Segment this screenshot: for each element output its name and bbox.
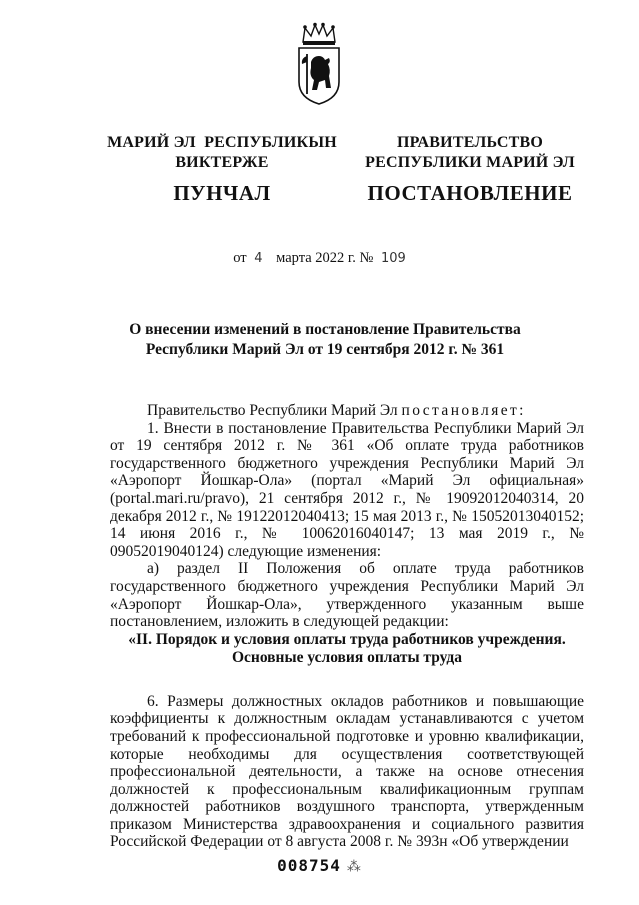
- document-title: [110, 320, 540, 360]
- document-number: 109: [380, 251, 406, 266]
- header-left-line2: ВИКТЕРЖЕ: [175, 154, 269, 171]
- header-right-line1: ПРАВИТЕЛЬСТВО: [396, 134, 544, 151]
- date-month-year: марта 2022 г. №: [276, 250, 374, 266]
- footer-serial-number: [0, 856, 639, 875]
- header-right-line2: РЕСПУБЛИКИ МАРИЙ ЭЛ: [365, 154, 575, 171]
- coat-of-arms-emblem: [295, 22, 343, 106]
- title-line1: О внесении изменений в постановление Правительства: [129, 321, 521, 338]
- header-left-doc-type: ПУНЧАЛ: [173, 181, 271, 205]
- document-body: [110, 402, 584, 851]
- paragraph-item-1: 1. Внести в постановление Правительства Республики Марий Эл от 19 сентября 2012 г. № 361 «Об оплате труда работников государственного бюджетного учреждения Республики Марий Эл «Аэропорт Йошкар-Ола» (портал «Марий Эл официальная» (portal.mari.ru/pravo), 21 сентября 2012 г., № 19092012040314, 20 декабря 2012 г., № 19122012040413; 15 мая 2013 г., № 15052013040152; 14 июня 2016 г., № 10062016040147; 13 мая 2019 г., № 09052019040124) следующие изменения:: [110, 419, 584, 560]
- paragraph-resolves-spaced: постановляет:: [401, 402, 526, 419]
- date-day: 4: [254, 251, 263, 266]
- paragraph-resolves: [110, 402, 584, 420]
- title-line2: Республики Марий Эл от 19 сентября 2012 г. № 361: [145, 341, 505, 358]
- section-heading-line1: «II. Порядок и условия оплаты труда работников учреждения.: [128, 630, 566, 648]
- serial-number: 008754: [277, 856, 341, 875]
- header-right-russian: [354, 133, 586, 207]
- date-prefix: от: [233, 250, 247, 266]
- section-gap: [110, 667, 584, 693]
- header-right-doc-type: ПОСТАНОВЛЕНИЕ: [367, 181, 573, 205]
- document-date-line: [0, 249, 639, 268]
- paragraph-item-6: 6. Размеры должностных окладов работников и повышающие коэффициенты к должностным окладам устанавливаются с учетом требований к профессиональной подготовке и уровню квалификации, которые необходимы для осуществления соответствующей профессиональной деятельности, а также на основе отнесения должностей к профессиональным квалификационным группам должностей работников воздушного транспорта, утвержденным приказом Министерства здравоохранения и социального развития Российской Федерации от 8 августа 2008 г. № 393н «Об утверждении: [110, 692, 584, 851]
- header-left-mari: [106, 133, 338, 207]
- paragraph-item-a: а) раздел II Положения об оплате труда работников государственного бюджетного учреждения Республики Марий Эл «Аэропорт Йошкар-Ола», утвержденного указанным выше постановлением, изложить в следующей редакции:: [110, 560, 584, 631]
- header-left-line1: МАРИЙ ЭЛ РЕСПУБЛИКЫН: [107, 134, 337, 151]
- section-heading-line2: Основные условия оплаты труда: [231, 648, 463, 666]
- security-mark-icon: ⁂: [346, 859, 362, 875]
- paragraph-resolves-text: Правительство Республики Марий Эл: [147, 402, 398, 419]
